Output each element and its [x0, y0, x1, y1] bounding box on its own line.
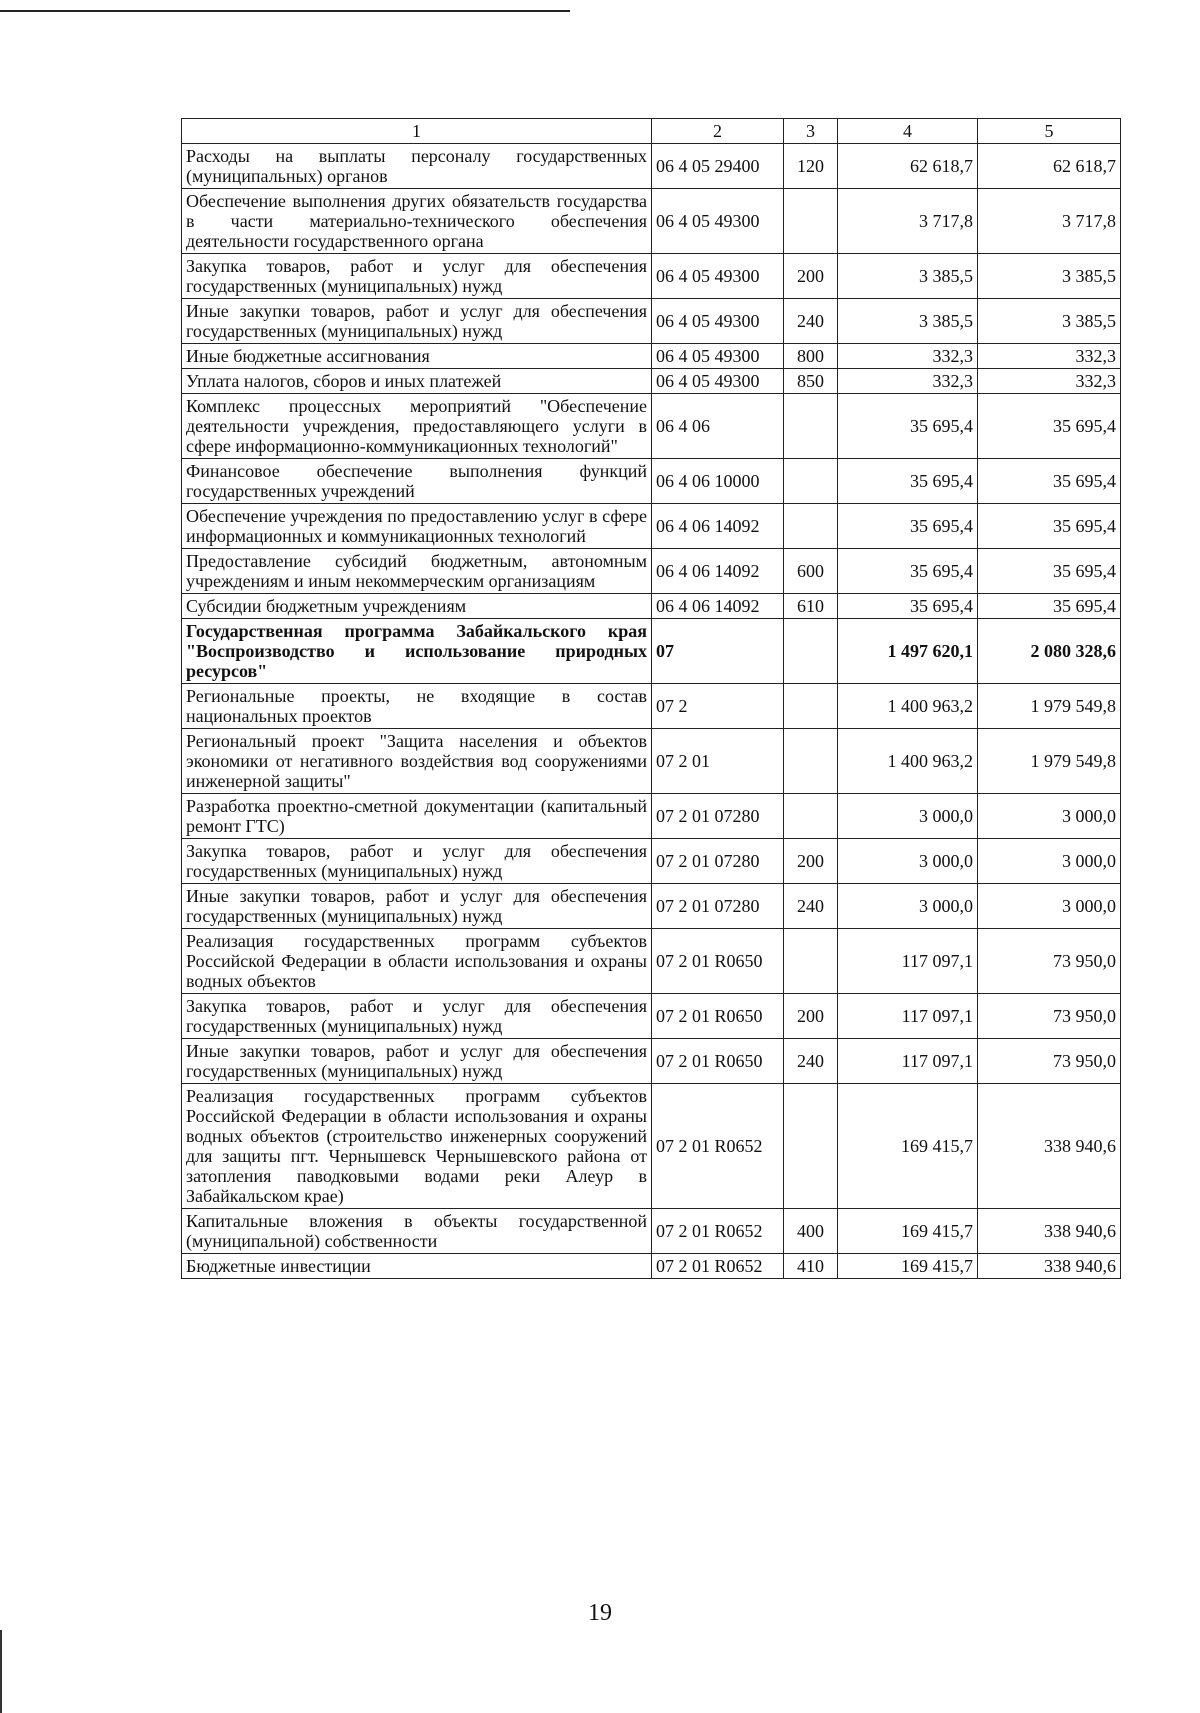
cell-amount-2: 3 000,0 [978, 884, 1121, 929]
cell-expense-type: 410 [784, 1254, 838, 1279]
cell-code: 06 4 05 49300 [652, 299, 784, 344]
cell-amount-1: 35 695,4 [838, 594, 978, 619]
cell-amount-1: 3 000,0 [838, 884, 978, 929]
cell-code: 06 4 05 49300 [652, 254, 784, 299]
cell-expense-type [784, 729, 838, 794]
cell-amount-2: 2 080 328,6 [978, 619, 1121, 684]
cell-expense-type [784, 504, 838, 549]
cell-amount-1: 3 385,5 [838, 254, 978, 299]
table-row [182, 144, 1121, 189]
header-col-5: 5 [978, 119, 1121, 144]
cell-amount-1: 169 415,7 [838, 1254, 978, 1279]
cell-code: 07 2 01 R0650 [652, 929, 784, 994]
cell-amount-2: 332,3 [978, 344, 1121, 369]
cell-code: 06 4 06 14092 [652, 594, 784, 619]
cell-expense-type: 610 [784, 594, 838, 619]
cell-expense-type: 120 [784, 144, 838, 189]
cell-code: 07 [652, 619, 784, 684]
table-body [182, 144, 1121, 1279]
cell-amount-2: 3 385,5 [978, 299, 1121, 344]
cell-amount-1: 117 097,1 [838, 929, 978, 994]
cell-name: Иные закупки товаров, работ и услуг для обеспечения государственных (муниципальных) нужд [182, 884, 652, 929]
cell-amount-1: 169 415,7 [838, 1209, 978, 1254]
cell-name: Комплекс процессных мероприятий "Обеспечение деятельности учреждения, предоставляющего услуги в сфере информационно-коммуникационных технологий" [182, 394, 652, 459]
cell-amount-1: 117 097,1 [838, 1039, 978, 1084]
cell-amount-2: 338 940,6 [978, 1209, 1121, 1254]
cell-amount-1: 1 400 963,2 [838, 729, 978, 794]
cell-amount-1: 3 717,8 [838, 189, 978, 254]
cell-name: Иные бюджетные ассигнования [182, 344, 652, 369]
cell-amount-1: 1 400 963,2 [838, 684, 978, 729]
cell-code: 06 4 05 49300 [652, 189, 784, 254]
cell-code: 06 4 05 29400 [652, 144, 784, 189]
cell-amount-1: 332,3 [838, 344, 978, 369]
cell-name: Закупка товаров, работ и услуг для обеспечения государственных (муниципальных) нужд [182, 994, 652, 1039]
table-row [182, 1039, 1121, 1084]
cell-expense-type [784, 1084, 838, 1209]
cell-amount-1: 3 000,0 [838, 794, 978, 839]
cell-expense-type [784, 684, 838, 729]
cell-code: 06 4 06 10000 [652, 459, 784, 504]
budget-table [181, 118, 1121, 1279]
cell-expense-type: 850 [784, 369, 838, 394]
cell-amount-2: 62 618,7 [978, 144, 1121, 189]
page-number: 19 [588, 1600, 612, 1626]
cell-expense-type: 240 [784, 299, 838, 344]
cell-name: Капитальные вложения в объекты государственной (муниципальной) собственности [182, 1209, 652, 1254]
cell-name: Иные закупки товаров, работ и услуг для обеспечения государственных (муниципальных) нужд [182, 1039, 652, 1084]
cell-code: 06 4 05 49300 [652, 344, 784, 369]
cell-code: 07 2 01 R0650 [652, 994, 784, 1039]
table-row [182, 1254, 1121, 1279]
table-row [182, 794, 1121, 839]
cell-code: 07 2 01 R0652 [652, 1209, 784, 1254]
cell-amount-2: 3 000,0 [978, 839, 1121, 884]
cell-expense-type [784, 929, 838, 994]
cell-expense-type: 200 [784, 254, 838, 299]
cell-name: Субсидии бюджетным учреждениям [182, 594, 652, 619]
cell-amount-1: 117 097,1 [838, 994, 978, 1039]
table-header-row [182, 119, 1121, 144]
table-row [182, 994, 1121, 1039]
cell-amount-1: 1 497 620,1 [838, 619, 978, 684]
table-row [182, 254, 1121, 299]
cell-amount-1: 35 695,4 [838, 459, 978, 504]
cell-name: Обеспечение учреждения по предоставлению услуг в сфере информационных и коммуникационных технологий [182, 504, 652, 549]
cell-name: Предоставление субсидий бюджетным, автономным учреждениям и иным некоммерческим организациям [182, 549, 652, 594]
cell-amount-2: 73 950,0 [978, 994, 1121, 1039]
cell-amount-2: 35 695,4 [978, 504, 1121, 549]
cell-name: Закупка товаров, работ и услуг для обеспечения государственных (муниципальных) нужд [182, 839, 652, 884]
header-col-4: 4 [838, 119, 978, 144]
cell-expense-type [784, 794, 838, 839]
cell-expense-type: 600 [784, 549, 838, 594]
cell-name: Уплата налогов, сборов и иных платежей [182, 369, 652, 394]
cell-code: 07 2 01 R0652 [652, 1254, 784, 1279]
cell-amount-2: 3 000,0 [978, 794, 1121, 839]
header-col-1: 1 [182, 119, 652, 144]
cell-name: Обеспечение выполнения других обязательств государства в части материально-технического обеспечения деятельности государственного органа [182, 189, 652, 254]
cell-amount-2: 338 940,6 [978, 1084, 1121, 1209]
cell-expense-type: 800 [784, 344, 838, 369]
table-row [182, 839, 1121, 884]
cell-name: Разработка проектно-сметной документации (капитальный ремонт ГТС) [182, 794, 652, 839]
cell-expense-type: 240 [784, 1039, 838, 1084]
table-row [182, 884, 1121, 929]
table-row [182, 189, 1121, 254]
cell-name: Реализация государственных программ субъектов Российской Федерации в области использования и охраны водных объектов (строительство инженерных сооружений для защиты пгт. Чернышевск Чернышевского района от затопления паводковыми водами реки Алеур в Забайкальском крае) [182, 1084, 652, 1209]
header-col-2: 2 [652, 119, 784, 144]
top-edge-rule [0, 10, 570, 12]
cell-amount-2: 3 385,5 [978, 254, 1121, 299]
table-row [182, 929, 1121, 994]
cell-name: Закупка товаров, работ и услуг для обеспечения государственных (муниципальных) нужд [182, 254, 652, 299]
cell-expense-type [784, 189, 838, 254]
table-row [182, 619, 1121, 684]
cell-code: 07 2 01 07280 [652, 794, 784, 839]
cell-code: 06 4 06 [652, 394, 784, 459]
cell-expense-type [784, 394, 838, 459]
cell-amount-2: 73 950,0 [978, 1039, 1121, 1084]
cell-name: Реализация государственных программ субъектов Российской Федерации в области использования и охраны водных объектов [182, 929, 652, 994]
table-row [182, 1209, 1121, 1254]
cell-amount-2: 35 695,4 [978, 394, 1121, 459]
cell-code: 06 4 05 49300 [652, 369, 784, 394]
cell-code: 07 2 01 07280 [652, 884, 784, 929]
table-row [182, 504, 1121, 549]
cell-amount-1: 35 695,4 [838, 549, 978, 594]
cell-amount-2: 35 695,4 [978, 459, 1121, 504]
table-row [182, 344, 1121, 369]
cell-code: 06 4 06 14092 [652, 504, 784, 549]
cell-amount-1: 62 618,7 [838, 144, 978, 189]
table-row [182, 594, 1121, 619]
table-row [182, 369, 1121, 394]
table-row [182, 549, 1121, 594]
cell-expense-type: 200 [784, 839, 838, 884]
cell-amount-1: 332,3 [838, 369, 978, 394]
cell-amount-1: 169 415,7 [838, 1084, 978, 1209]
table-row [182, 1084, 1121, 1209]
table-row [182, 684, 1121, 729]
cell-name: Государственная программа Забайкальского края "Воспроизводство и использование природных ресурсов" [182, 619, 652, 684]
cell-amount-2: 1 979 549,8 [978, 729, 1121, 794]
cell-code: 07 2 01 R0652 [652, 1084, 784, 1209]
cell-name: Бюджетные инвестиции [182, 1254, 652, 1279]
cell-amount-1: 3 385,5 [838, 299, 978, 344]
cell-amount-1: 35 695,4 [838, 394, 978, 459]
cell-amount-2: 332,3 [978, 369, 1121, 394]
table-row [182, 394, 1121, 459]
cell-amount-1: 35 695,4 [838, 504, 978, 549]
header-col-3: 3 [784, 119, 838, 144]
cell-name: Региональные проекты, не входящие в состав национальных проектов [182, 684, 652, 729]
cell-amount-2: 1 979 549,8 [978, 684, 1121, 729]
cell-expense-type [784, 619, 838, 684]
cell-amount-2: 35 695,4 [978, 549, 1121, 594]
cell-code: 06 4 06 14092 [652, 549, 784, 594]
cell-name: Финансовое обеспечение выполнения функций государственных учреждений [182, 459, 652, 504]
table-row [182, 729, 1121, 794]
budget-table-container [181, 118, 1120, 1279]
cell-code: 07 2 [652, 684, 784, 729]
table-row [182, 299, 1121, 344]
cell-name: Региональный проект "Защита населения и объектов экономики от негативного воздействия вод сооружениями инженерной защиты" [182, 729, 652, 794]
cell-amount-2: 338 940,6 [978, 1254, 1121, 1279]
cell-amount-2: 73 950,0 [978, 929, 1121, 994]
cell-code: 07 2 01 07280 [652, 839, 784, 884]
table-row [182, 459, 1121, 504]
cell-amount-2: 3 717,8 [978, 189, 1121, 254]
cell-expense-type: 200 [784, 994, 838, 1039]
cell-amount-2: 35 695,4 [978, 594, 1121, 619]
cell-code: 07 2 01 [652, 729, 784, 794]
cell-name: Иные закупки товаров, работ и услуг для обеспечения государственных (муниципальных) нужд [182, 299, 652, 344]
cell-expense-type [784, 459, 838, 504]
cell-expense-type: 240 [784, 884, 838, 929]
cell-code: 07 2 01 R0650 [652, 1039, 784, 1084]
cell-expense-type: 400 [784, 1209, 838, 1254]
cell-amount-1: 3 000,0 [838, 839, 978, 884]
left-edge-rule [0, 1630, 2, 1713]
cell-name: Расходы на выплаты персоналу государственных (муниципальных) органов [182, 144, 652, 189]
